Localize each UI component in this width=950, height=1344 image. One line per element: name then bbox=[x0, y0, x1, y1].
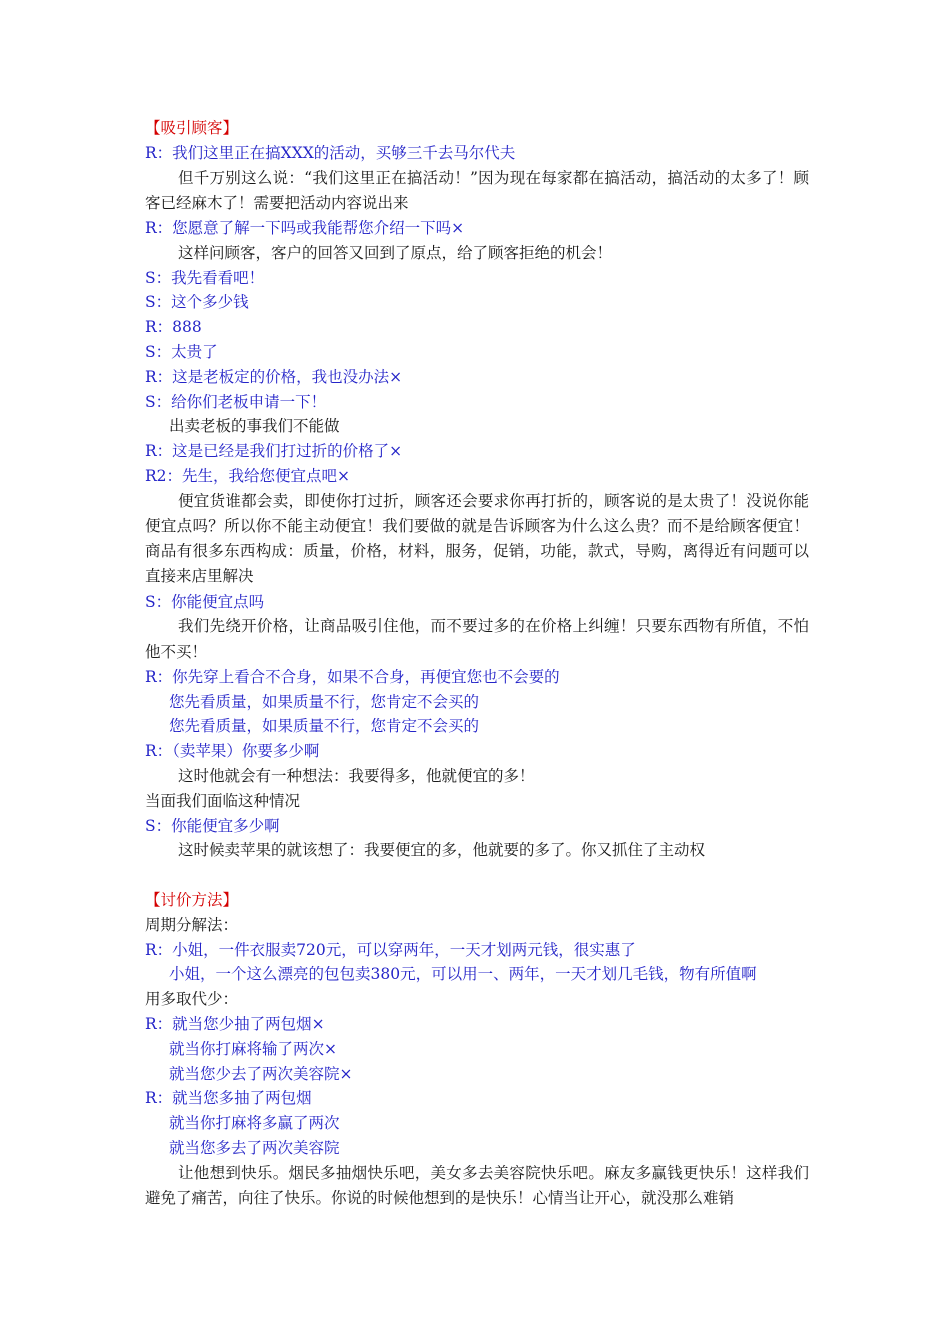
dialogue-line: 您先看质量，如果质量不行，您肯定不会买的 bbox=[169, 717, 480, 736]
dialogue-line: 就当您少去了两次美容院× bbox=[169, 1064, 353, 1083]
dialogue-line: 就当您多去了两次美容院 bbox=[169, 1138, 340, 1157]
explanation-line: 当面我们面临这种情况 bbox=[145, 791, 301, 810]
explanation-line: 这样问顾客，客户的回答又回到了原点，给了顾客拒绝的机会！ bbox=[178, 243, 613, 262]
explanation-line: 这时他就会有一种想法：我要得多，他就便宜的多！ bbox=[178, 766, 535, 785]
explanation-paragraph: 便宜货谁都会卖，即使你打过折，顾客还会要求你再打折的，顾客说的是太贵了！没说你能便宜点吗？所以你不能主动便宜！我们要做的就是告诉顾客为什么这么贵？而不是给顾客便宜！商品有很多东西构成：质量，价格，材料，服务，促销，功能，款式，导购，离得近有问题可以直接来店里解决 bbox=[145, 491, 809, 586]
dialogue-line: 您先看质量，如果质量不行，您肯定不会买的 bbox=[169, 692, 480, 711]
dialogue-line: S：你能便宜多少啊 bbox=[145, 816, 280, 835]
dialogue-line: R：（卖苹果）你要多少啊 bbox=[145, 742, 320, 761]
explanation-paragraph: 让他想到快乐。烟民多抽烟快乐吧，美女多去美容院快乐吧。麻友多赢钱更快乐！这样我们避免了痛苦，向往了快乐。你说的时候他想到的是快乐！心情当让开心，就没那么难销 bbox=[145, 1163, 809, 1207]
dialogue-line: R2：先生，我给您便宜点吧× bbox=[145, 466, 351, 485]
dialogue-line: S：你能便宜点吗 bbox=[145, 592, 265, 611]
section-heading-bargain: 【讨价方法】 bbox=[145, 890, 239, 909]
document-page bbox=[145, 116, 815, 1211]
dialogue-line: R：888 bbox=[145, 318, 202, 337]
dialogue-line: R：就当您少抽了两包烟× bbox=[145, 1014, 325, 1033]
dialogue-line: S：我先看看吧！ bbox=[145, 268, 265, 287]
method-title: 周期分解法： bbox=[145, 915, 239, 934]
explanation-line: 这时候卖苹果的就该想了：我要便宜的多，他就要的多了。你又抓住了主动权 bbox=[178, 841, 706, 860]
dialogue-line: S：这个多少钱 bbox=[145, 293, 249, 312]
dialogue-line: R：就当您多抽了两包烟 bbox=[145, 1089, 312, 1108]
dialogue-line: 就当你打麻将多赢了两次 bbox=[169, 1114, 340, 1133]
section-spacer bbox=[145, 863, 815, 888]
dialogue-line: R：我们这里正在搞XXX的活动，买够三千去马尔代夫 bbox=[145, 143, 516, 162]
method-title: 用多取代少： bbox=[145, 990, 239, 1009]
dialogue-line: S：给你们老板申请一下！ bbox=[145, 392, 327, 411]
dialogue-line: R：这是老板定的价格，我也没办法× bbox=[145, 367, 403, 386]
explanation-paragraph: 但千万别这么说：“我们这里正在搞活动！”因为现在每家都在搞活动，搞活动的太多了！顾客已经麻木了！需要把活动内容说出来 bbox=[145, 168, 809, 212]
dialogue-line: 小姐，一个这么漂亮的包包卖380元，可以用一、两年，一天才划几毛钱，物有所值啊 bbox=[169, 965, 757, 984]
explanation-paragraph: 我们先绕开价格，让商品吸引住他，而不要过多的在价格上纠缠！只要东西物有所值，不怕他不买！ bbox=[145, 617, 809, 661]
dialogue-line: R：你先穿上看合不合身，如果不合身，再便宜您也不会要的 bbox=[145, 667, 560, 686]
dialogue-line: S：太贵了 bbox=[145, 342, 218, 361]
dialogue-line: R：这是已经是我们打过折的价格了× bbox=[145, 442, 403, 461]
dialogue-line: R：您愿意了解一下吗或我能帮您介绍一下吗× bbox=[145, 219, 465, 237]
section-heading-attract: 【吸引顾客】 bbox=[145, 119, 239, 137]
explanation-line: 出卖老板的事我们不能做 bbox=[169, 417, 340, 436]
dialogue-line: 就当你打麻将输了两次× bbox=[169, 1039, 337, 1058]
dialogue-line: R：小姐，一件衣服卖720元，可以穿两年，一天才划两元钱，很实惠了 bbox=[145, 940, 636, 959]
